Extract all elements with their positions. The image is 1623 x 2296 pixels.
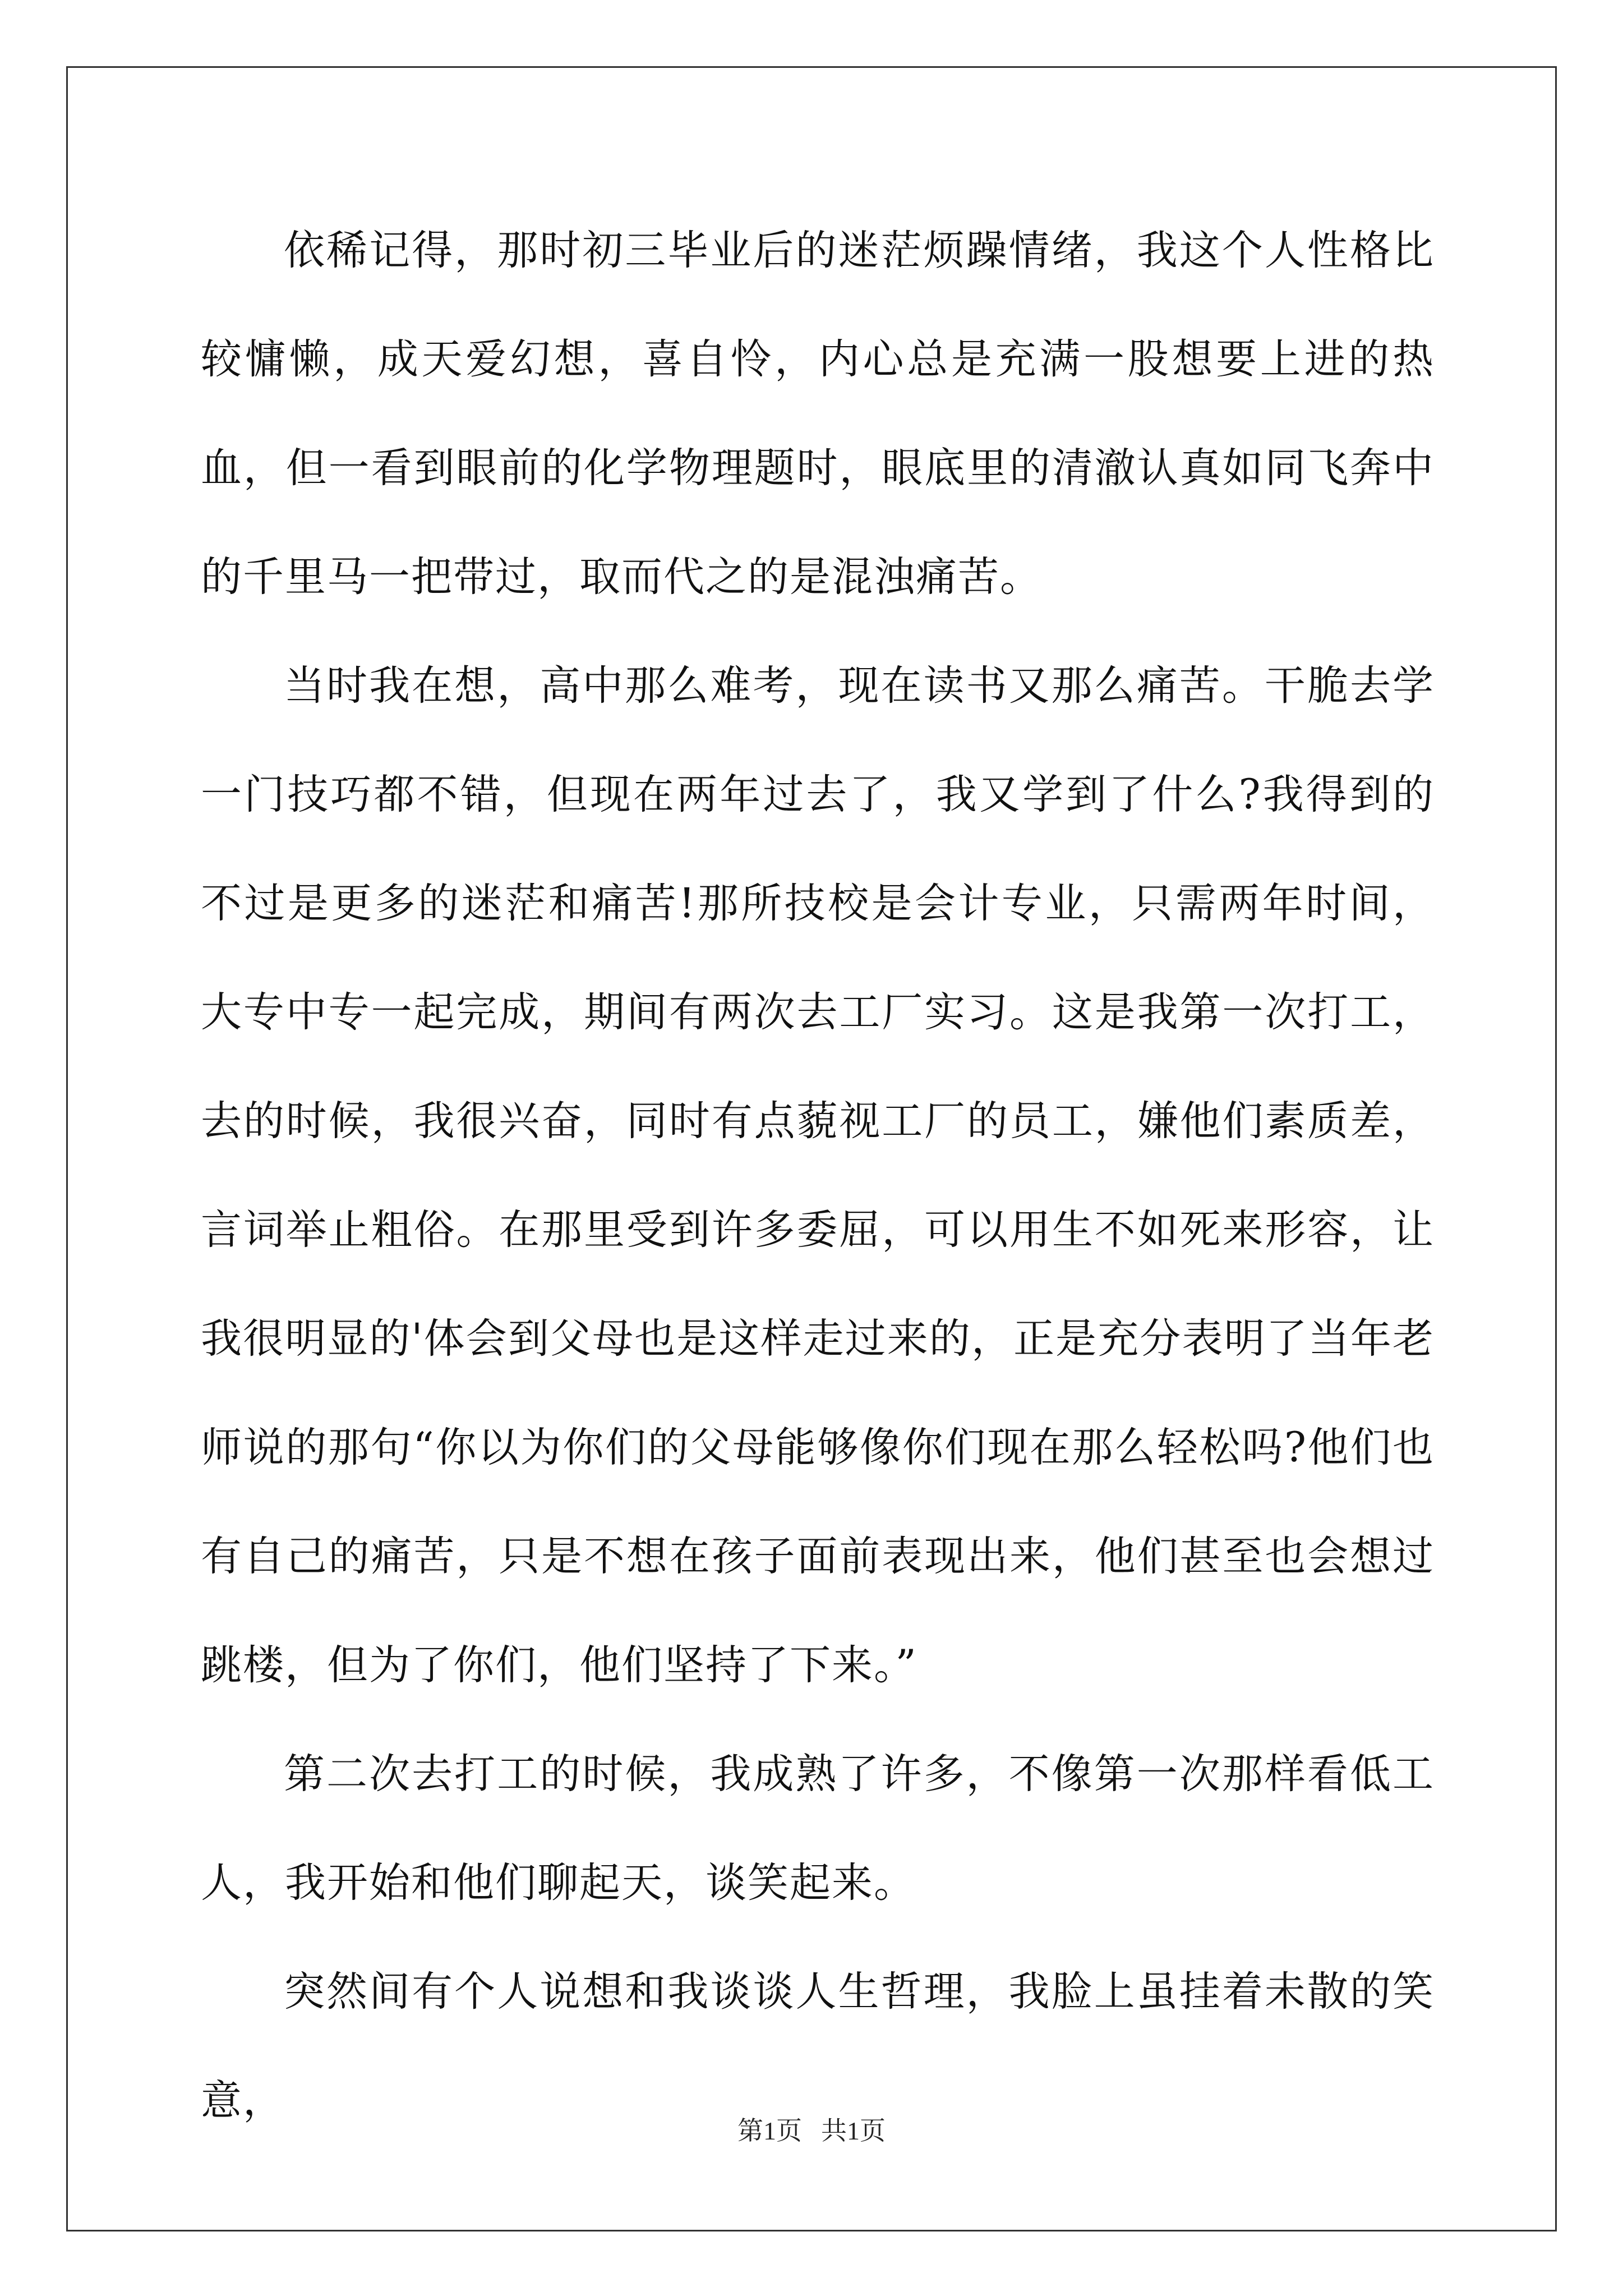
paragraph-2: 当时我在想，高中那么难考，现在读书又那么痛苦。干脆去学一门技巧都不错，但现在两年过去了，我又学到了什么?我得到的不过是更多的迷茫和痛苦!那所技校是会计专业，只需两年时间，大专中专一起完成，期间有两次去工厂实习。这是我第一次打工，去的时候，我很兴奋，同时有点藐视工厂的员工，嫌他们素质差，言词举止粗俗。在那里受到许多委屈，可以用生不如死来形容，让我很明显的'体会到父母也是这样走过来的，正是充分表明了当年老师说的那句“你以为你们的父母能够像你们现在那么轻松吗?他们也有自己的痛苦，只是不想在孩子面前表现出来，他们甚至也会想过跳楼，但为了你们，他们坚持了下来。” — [201, 662, 1435, 1689]
paragraph-4: 突然间有个人说想和我谈谈人生哲理，我脸上虽挂着未散的笑意， — [201, 1968, 1435, 2124]
paragraph-1: 依稀记得，那时初三毕业后的迷茫烦躁情绪，我这个人性格比较慵懒，成天爱幻想，喜自怜，内心总是充满一股想要上进的热血，但一看到眼前的化学物理题时，眼底里的清澈认真如同飞奔中的千里马一把带过，取而代之的是混浊痛苦。 — [201, 227, 1435, 601]
page-number: 第1页 — [737, 2116, 802, 2145]
page-total: 共1页 — [821, 2116, 886, 2145]
page-footer — [0, 2110, 1623, 2147]
document-body — [201, 196, 1435, 2155]
paragraph-3: 第二次去打工的时候，我成熟了许多，不像第一次那样看低工人，我开始和他们聊起天，谈笑起来。 — [201, 1750, 1435, 1907]
